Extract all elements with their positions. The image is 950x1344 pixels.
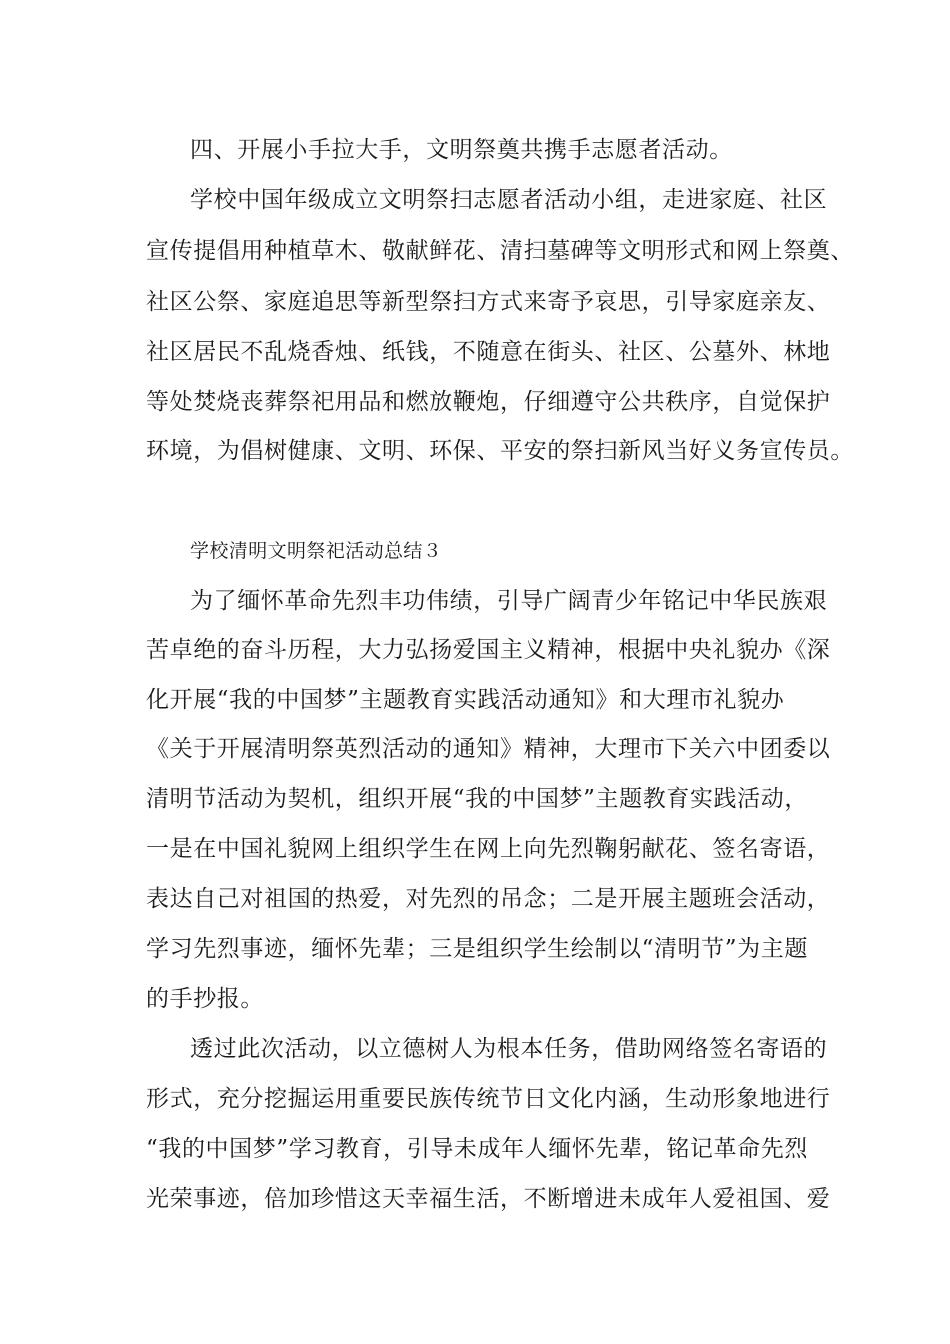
paragraph-line: “我的中国梦”学习教育，引导未成年人缅怀先辈，铭记革命先烈 [146, 1136, 808, 1162]
paragraph-line: 环境，为倡树健康、文明、环保、平安的祭扫新风当好义务宣传员。 [146, 438, 854, 464]
paragraph-line: 形式，充分挖掘运用重要民族传统节日文化内涵，生动形象地进行 [146, 1086, 831, 1112]
section-heading: 四、开展小手拉大手，文明祭奠共携手志愿者活动。 [190, 137, 733, 163]
paragraph-line: 为了缅怀革命先烈丰功伟绩，引导广阔青少年铭记中华民族艰 [190, 588, 828, 614]
paragraph-line: 社区居民不乱烧香烛、纸钱，不随意在街头、社区、公墓外、林地 [146, 339, 831, 365]
paragraph-line: 光荣事迹，倍加珍惜这天幸福生活，不断增进未成年人爱祖国、爱 [146, 1186, 831, 1212]
paragraph-line: 《关于开展清明祭英烈活动的通知》精神，大理市下关六中团委以 [146, 736, 831, 762]
paragraph-line: 化开展“我的中国梦”主题教育实践活动通知》和大理市礼貌办 [146, 687, 785, 713]
paragraph-line: 表达自己对祖国的热爱，对先烈的吊念；二是开展主题班会活动， [146, 886, 831, 912]
paragraph-line: 清明节活动为契机，组织开展“我的中国梦”主题教育实践活动， [146, 786, 808, 812]
paragraph-line: 一是在中国礼貌网上组织学生在网上向先烈鞠躬献花、签名寄语， [146, 836, 831, 862]
paragraph-line: 学校中国年级成立文明祭扫志愿者活动小组，走进家庭、社区 [190, 187, 828, 213]
paragraph-line: 苦卓绝的奋斗历程，大力弘扬爱国主义精神，根据中央礼貌办《深 [146, 637, 831, 663]
paragraph-line: 的手抄报。 [146, 986, 264, 1012]
paragraph-line: 等处焚烧丧葬祭祀用品和燃放鞭炮，仔细遵守公共秩序，自觉保护 [146, 389, 831, 415]
section-title: 学校清明文明祭祀活动总结３ [190, 540, 443, 562]
paragraph-line: 学习先烈事迹，缅怀先辈；三是组织学生绘制以“清明节”为主题 [146, 936, 808, 962]
paragraph-line: 透过此次活动，以立德树人为根本任务，借助网络签名寄语的 [190, 1036, 828, 1062]
paragraph-line: 宣传提倡用种植草木、敬献鲜花、清扫墓碑等文明形式和网上祭奠、 [146, 238, 854, 264]
paragraph-line: 社区公祭、家庭追思等新型祭扫方式来寄予哀思，引导家庭亲友、 [146, 289, 831, 315]
